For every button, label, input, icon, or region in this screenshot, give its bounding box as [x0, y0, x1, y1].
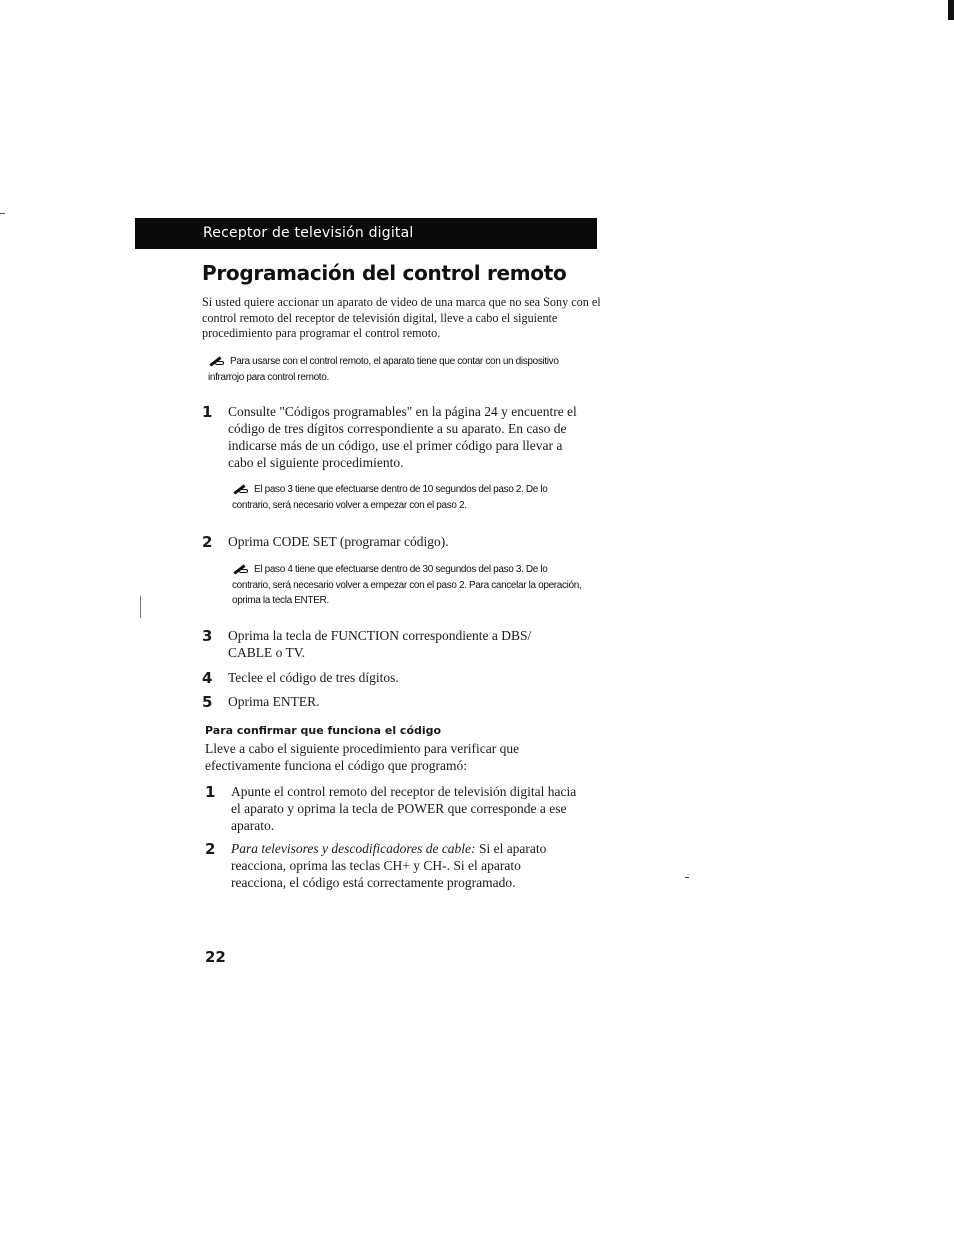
step-number: 2 [202, 533, 213, 551]
page-number: 22 [205, 948, 226, 966]
pencil-note-icon [232, 562, 249, 573]
edge-mark [948, 0, 954, 20]
intro-paragraph: Si usted quiere accionar un aparato de video de una marca que no sea Sony con el control remoto del receptor de televisión digital, lleve a cabo el siguiente procedimiento para programar el control remoto. [202, 295, 601, 340]
edge-mark [0, 213, 5, 214]
edge-mark [685, 877, 689, 878]
step-number: 5 [202, 693, 213, 711]
pencil-note-icon [232, 482, 249, 493]
step-number: 2 [205, 840, 216, 858]
note-infrared [208, 354, 593, 385]
step-text: Oprima la tecla de FUNCTION correspondiente a DBS/ CABLE o TV. [228, 628, 532, 660]
step-text: Teclee el código de tres dígitos. [228, 670, 399, 685]
note-step3-timing [232, 482, 577, 513]
step-number: 3 [202, 627, 213, 645]
step-body: Si el aparato reacciona, oprima las teclas CH+ y CH-. Si el aparato reacciona, el código está correctamente programado. [231, 841, 547, 890]
note-text: El paso 3 tiene que efectuarse dentro de 10 segundos del paso 2. De lo contrario, será necesario volver a empezar con el paso 2. [232, 484, 548, 511]
confirm-intro: Lleve a cabo el siguiente procedimiento para verificar que efectivamente funciona el código que programó: [205, 741, 520, 773]
confirm-heading: Para confirmar que funciona el código [205, 724, 442, 737]
pencil-note-icon [208, 354, 225, 365]
edge-mark [140, 596, 141, 618]
step-text: Consulte "Códigos programables" en la página 24 y encuentre el código de tres dígitos correspondiente a su aparato. En caso de indicarse más de un código, use el primer código para llevar a cabo el siguiente procedimiento. [228, 404, 577, 470]
note-text: Para usarse con el control remoto, el aparato tiene que contar con un dispositivo infrarrojo para control remoto. [208, 356, 559, 383]
step-text: Oprima CODE SET (programar código). [228, 534, 449, 549]
step-number: 1 [202, 403, 213, 421]
section-title: Receptor de televisión digital [203, 225, 414, 241]
page-title: Programación del control remoto [202, 261, 567, 285]
step-text: Oprima ENTER. [228, 694, 320, 709]
note-step4-timing [232, 562, 582, 609]
step-italic-lead: Para televisores y descodificadores de cable: [231, 841, 476, 856]
note-text: El paso 4 tiene que efectuarse dentro de 30 segundos del paso 3. De lo contrario, será necesario volver a empezar con el paso 2. Para cancelar la operación, oprima la tecla ENTER. [232, 564, 582, 606]
section-header-bar [135, 218, 597, 249]
step-number: 1 [205, 783, 216, 801]
step-number: 4 [202, 669, 213, 687]
step-text [231, 840, 561, 891]
step-text: Apunte el control remoto del receptor de televisión digital hacia el aparato y oprima la tecla de POWER que corresponde a ese aparato. [231, 784, 577, 833]
